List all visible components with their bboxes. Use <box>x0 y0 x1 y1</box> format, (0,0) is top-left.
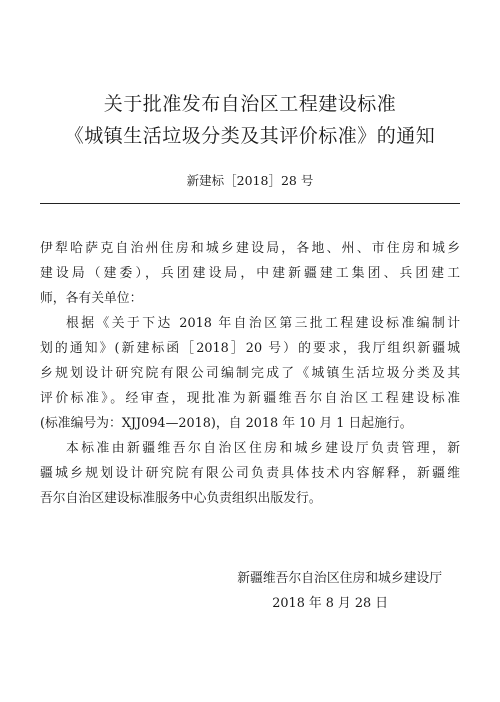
body-line-paragraph2-1: 本标准由新疆维吾尔自治区住房和城乡建设厅负责管理，新 <box>66 441 460 456</box>
body-line-paragraph1-2: 划的通知》(新建标函［2018］20 号）的要求，我厅组织新疆城 <box>40 341 460 356</box>
body-line-paragraph1-1: 根据《关于下达 2018 年自治区第三批工程建设标准编制计 <box>66 316 460 331</box>
issue-date: 2018 年 8 月 28 日 <box>272 596 388 611</box>
body-line-addressees-1: 伊犁哈萨克自治州住房和城乡建设局，各地、州、市住房和城乡 <box>40 241 460 256</box>
issuing-organization: 新疆维吾尔自治区住房和城乡建设厅 <box>237 571 442 586</box>
body-line-addressees-2: 建设局（建委），兵团建设局，中建新疆建工集团、兵团建工 <box>40 266 460 281</box>
body-line-addressees-3: 师，各有关单位： <box>40 291 143 306</box>
body-line-paragraph2-3: 吾尔自治区建设标准服务中心负责组织出版发行。 <box>40 491 322 506</box>
body-line-paragraph1-4: 评价标准》。经审查，现批准为新疆维吾尔自治区工程建设标准 <box>40 391 460 406</box>
title-line-2: 《城镇生活垃圾分类及其评价标准》的通知 <box>64 125 436 147</box>
document-number: 新建标［2018］28 号 <box>186 173 314 188</box>
body-line-paragraph1-5: (标准编号为：XJJ094—2018)，自 2018 年 10 月 1 日起施行。 <box>40 416 413 431</box>
body-line-paragraph2-2: 疆城乡规划设计研究院有限公司负责具体技术内容解释，新疆维 <box>40 466 460 481</box>
body-line-paragraph1-3: 乡规划设计研究院有限公司编制完成了《城镇生活垃圾分类及其 <box>40 366 460 381</box>
title-line-1: 关于批准发布自治区工程建设标准 <box>103 93 397 115</box>
signature-block <box>40 566 460 616</box>
header-divider <box>40 203 460 204</box>
document-body <box>40 236 460 511</box>
document-title <box>0 88 500 152</box>
